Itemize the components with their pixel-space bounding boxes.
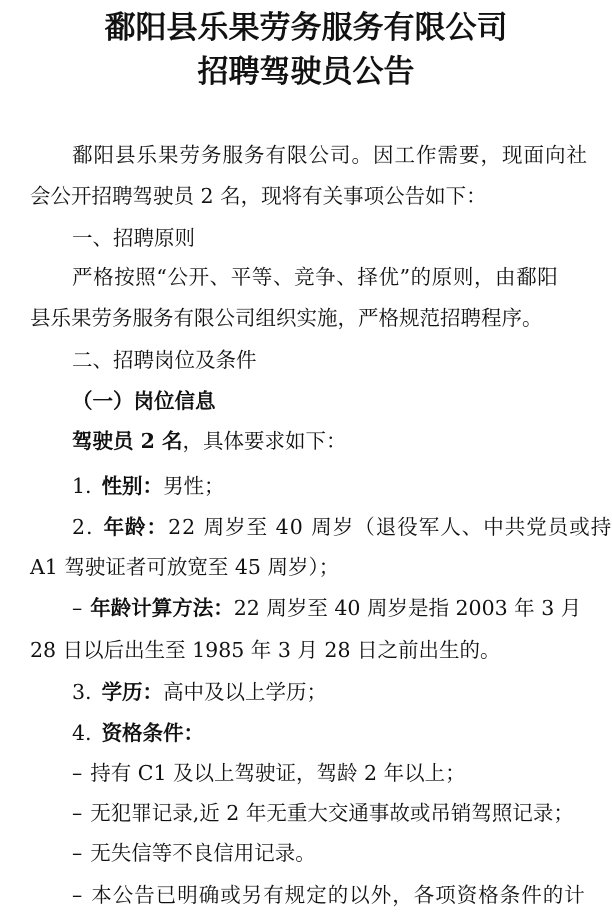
dash-bullet: – bbox=[72, 801, 83, 825]
section-heading-principles: 一、招聘原则 bbox=[72, 226, 195, 250]
item-number: 4. bbox=[72, 721, 92, 745]
title-line-2: 招聘驾驶员公告 bbox=[197, 54, 415, 90]
dash-bullet: – bbox=[72, 883, 84, 907]
bullet-text: 无犯罪记录,近 2 年无重大交通事故或吊销驾照记录； bbox=[90, 801, 574, 825]
item-value: 男性； bbox=[163, 474, 225, 498]
requirement-education bbox=[72, 677, 327, 707]
item-value: 22 周岁至 40 周岁（退役军人、中共党员或持 bbox=[168, 515, 612, 539]
dash-bullet: – bbox=[72, 761, 83, 785]
item-value: 22 周岁至 40 周岁是指 2003 年 3 月 bbox=[233, 596, 582, 620]
position-count: 驾驶员 2 名 bbox=[72, 429, 183, 453]
section-heading-positions: 二、招聘岗位及条件 bbox=[72, 348, 257, 372]
item-value: 高中及以上学历； bbox=[163, 680, 328, 704]
subheading-position-info: （一）岗位信息 bbox=[72, 389, 216, 413]
requirement-gender bbox=[72, 471, 225, 501]
bullet-text: 本公告已明确或另有规定的以外，各项资格条件的计 bbox=[91, 883, 586, 907]
item-label: 年龄： bbox=[103, 515, 169, 539]
principles-line-1: 严格按照“公开、平等、竞争、择优”的原则，由鄱阳 bbox=[72, 265, 559, 289]
dash-bullet: – bbox=[72, 841, 83, 865]
requirement-age-continuation: A1 驾驶证者可放宽至 45 周岁）； bbox=[30, 555, 340, 579]
age-calculation bbox=[72, 593, 581, 623]
qualification-bullet bbox=[72, 838, 316, 868]
principles-line-2: 县乐果劳务服务有限公司组织实施，严格规范招聘程序。 bbox=[30, 306, 543, 330]
position-summary-text: ，具体要求如下： bbox=[182, 429, 347, 453]
age-calculation-continuation: 28 日以后出生至 1985 年 3 月 28 日之前出生的。 bbox=[30, 638, 501, 662]
intro-line-1: 鄱阳县乐果劳务服务有限公司。因工作需要，现面向社 bbox=[72, 143, 588, 167]
item-label: 学历： bbox=[101, 680, 164, 704]
item-label: 年龄计算方法： bbox=[90, 596, 234, 620]
qualification-bullet bbox=[72, 880, 586, 910]
intro-line-2: 会公开招聘驾驶员 2 名，现将有关事项公告如下： bbox=[30, 184, 487, 208]
requirement-age bbox=[72, 512, 612, 542]
item-number: 1. bbox=[72, 474, 92, 498]
item-label: 性别： bbox=[101, 474, 164, 498]
requirement-qualifications bbox=[72, 718, 204, 748]
bullet-text: 持有 C1 及以上驾驶证，驾龄 2 年以上； bbox=[90, 761, 466, 785]
title-line-1: 鄱阳县乐果劳务服务有限公司 bbox=[104, 10, 508, 46]
item-number: 2. bbox=[72, 515, 94, 539]
bullet-text: 无失信等不良信用记录。 bbox=[90, 841, 316, 865]
qualification-bullet bbox=[72, 798, 574, 828]
position-summary bbox=[72, 426, 347, 456]
qualification-bullet bbox=[72, 758, 466, 788]
dash-bullet: – bbox=[72, 596, 83, 620]
item-number: 3. bbox=[72, 680, 92, 704]
item-label: 资格条件： bbox=[101, 721, 205, 745]
